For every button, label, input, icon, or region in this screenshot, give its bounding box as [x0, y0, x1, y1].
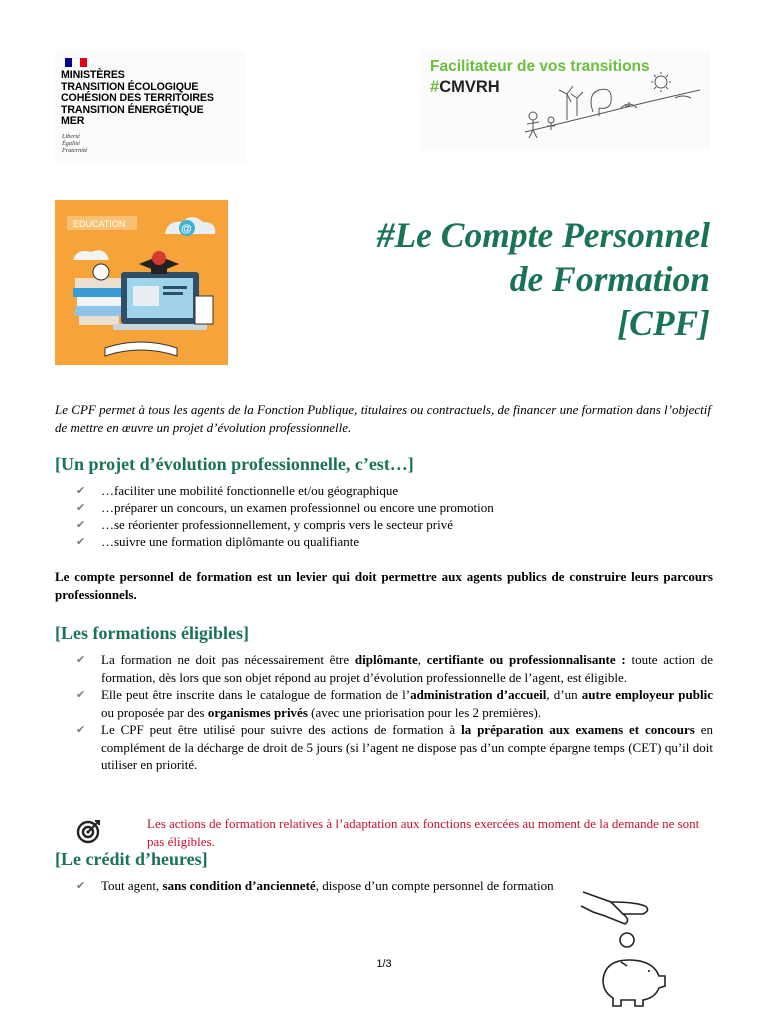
check-icon: ✔	[76, 879, 86, 892]
landscape-sketch-icon	[515, 72, 705, 144]
warning-note: Les actions de formation relatives à l’adaptation aux fonctions exercées au moment de la demande ne sont pas éligibles.	[147, 816, 700, 849]
cmvrh-hashtag: #CMVRH	[430, 78, 500, 96]
cmvrh-tagline: Facilitateur de vos transitions	[430, 58, 650, 75]
section-heading-credit: [Le crédit d’heures]	[55, 849, 208, 869]
formations-list	[55, 651, 713, 774]
intro-paragraph: Le CPF permet à tous les agents de la Fonction Publique, titulaires ou contractuels, de financer une formation dans l’objectif de mettre en œuvre un projet d’évolution professionnelle.	[55, 402, 711, 435]
page-title: #Le Compte Personnel de Formation [CPF]	[376, 215, 710, 343]
svg-text:@: @	[181, 223, 192, 235]
check-icon: ✔	[76, 723, 86, 736]
ministry-motto: Liberté Égalité Fraternité	[62, 133, 88, 154]
section-heading-formations: [Les formations éligibles]	[55, 623, 249, 643]
list-item: ✔ Tout agent, sans condition d’ancienneté, dispose d’un compte personnel de formation	[76, 878, 554, 893]
list-item: ✔ Elle peut être inscrite dans le catalogue de formation de l’administration d’accueil, d’un autre employeur public ou proposée par des organismes privés (avec une priorisation pour les 2 premières).	[76, 687, 713, 720]
target-icon	[76, 818, 102, 844]
french-flag-icon	[65, 58, 87, 67]
check-icon: ✔	[76, 653, 86, 666]
hand-coin-piggy-icon	[565, 880, 725, 1010]
bold-paragraph: Le compte personnel de formation est un levier qui doit permettre aux agents publics de construire leurs parcours professionnels.	[55, 569, 713, 602]
check-icon: ✔	[76, 484, 86, 497]
list-item: ✔ Le CPF peut être utilisé pour suivre des actions de formation à la préparation aux examens et concours en complément de la décharge de droit de 5 jours (si l’agent ne dispose pas d’un compte épargne temps (CET) qu’il doit utiliser en priorité.	[76, 722, 713, 772]
list-item: ✔ …suivre une formation diplômante ou qualifiante	[76, 534, 360, 549]
check-icon: ✔	[76, 518, 86, 531]
education-illustration	[55, 200, 228, 365]
ministry-name: MINISTÈRES TRANSITION ÉCOLOGIQUE COHÉSION DES TERRITOIRES TRANSITION ÉNERGÉTIQUE MER	[61, 69, 214, 128]
list-item: ✔ La formation ne doit pas nécessairement être diplômante, certifiante ou professionnalisante : toute action de formation, dès lors que son objet répond au projet d’évolution professionnelle de l’agent, est éligible.	[76, 652, 713, 685]
list-item: ✔ …faciliter une mobilité fonctionnelle et/ou géographique	[76, 483, 399, 498]
svg-text:EDUCATION: EDUCATION	[73, 219, 126, 229]
ministry-logo	[55, 50, 245, 162]
projet-list	[55, 482, 713, 550]
cmvrh-logo	[420, 50, 710, 150]
check-icon: ✔	[76, 688, 86, 701]
list-item: ✔ …se réorienter professionnellement, y compris vers le secteur privé	[76, 517, 453, 532]
page-number: 1/3	[376, 958, 392, 970]
laptop-books-icon	[55, 200, 228, 365]
check-icon: ✔	[76, 501, 86, 514]
list-item: ✔ …préparer un concours, un examen professionnel ou encore une promotion	[76, 500, 494, 515]
check-icon: ✔	[76, 535, 86, 548]
credit-list	[55, 877, 555, 894]
section-heading-projet: [Un projet d’évolution professionnelle, c’est…]	[55, 454, 414, 474]
